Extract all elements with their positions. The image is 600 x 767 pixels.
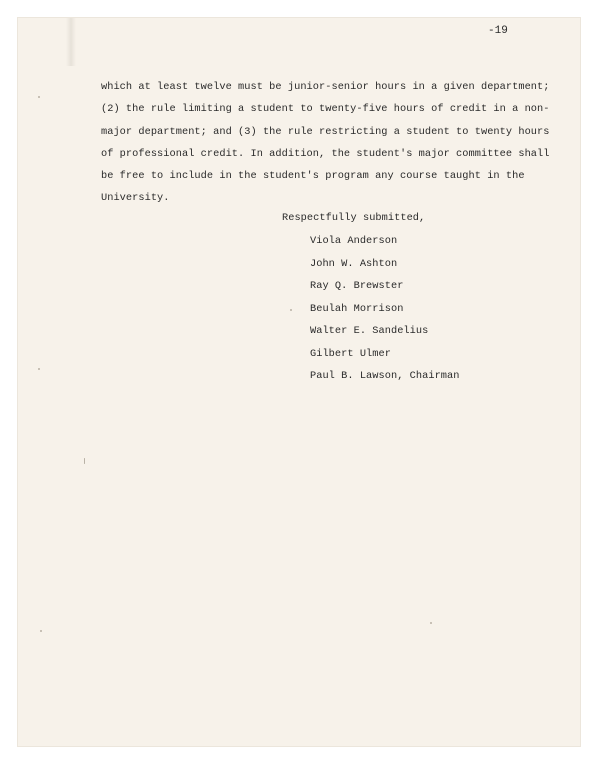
body-line: which at least twelve must be junior-senior hours in a given department;	[101, 81, 550, 93]
body-line: University.	[101, 192, 170, 204]
page-number: -19	[488, 25, 508, 37]
body-line: major department; and (3) the rule restricting a student to twenty hours	[101, 126, 550, 138]
fold-mark	[66, 18, 76, 66]
body-line: (2) the rule limiting a student to twenty-five hours of credit in a non-	[101, 103, 550, 115]
closing-phrase: Respectfully submitted,	[282, 212, 426, 224]
paper-speck	[430, 622, 432, 624]
paper-speck	[38, 368, 40, 370]
paper-speck	[290, 309, 292, 311]
signatory-name: Paul B. Lawson, Chairman	[310, 370, 460, 382]
signatory-name: Walter E. Sandelius	[310, 325, 429, 337]
paper-speck	[84, 458, 85, 464]
paper-speck	[40, 630, 42, 632]
body-line: be free to include in the student's program any course taught in the	[101, 170, 525, 182]
document-page	[18, 18, 580, 746]
signatory-name: John W. Ashton	[310, 258, 398, 270]
signatory-name: Ray Q. Brewster	[310, 280, 404, 292]
body-line: of professional credit. In addition, the student's major committee shall	[101, 148, 550, 160]
signatory-name: Viola Anderson	[310, 235, 398, 247]
paper-speck	[38, 96, 40, 98]
signatory-name: Beulah Morrison	[310, 303, 404, 315]
signatory-name: Gilbert Ulmer	[310, 348, 391, 360]
